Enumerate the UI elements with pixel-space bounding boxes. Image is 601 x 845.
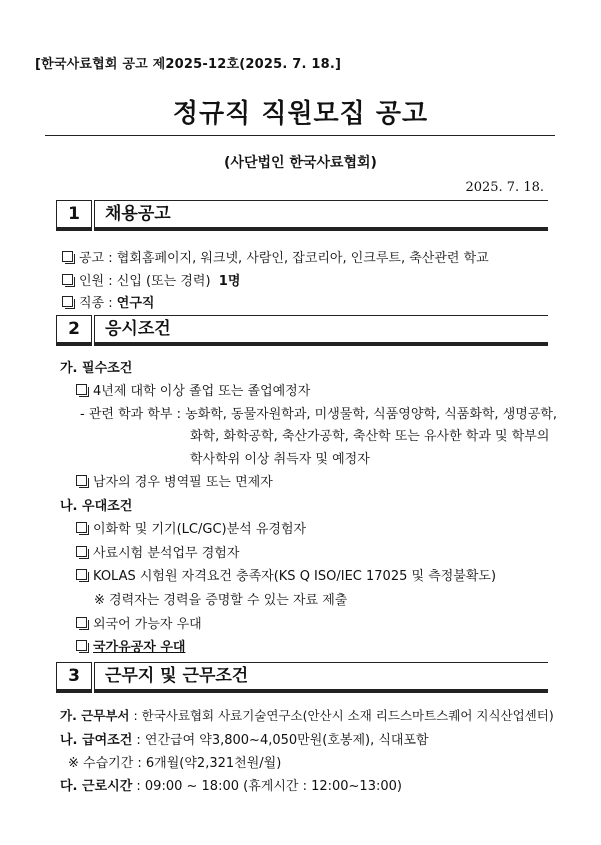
preferred-item: 사료시험 분석업무 경험자 bbox=[76, 542, 239, 561]
preferred-heading: 나. 우대조건 bbox=[60, 499, 133, 514]
section-shadow bbox=[94, 690, 548, 693]
notice-number: [한국사료협회 공고 제2025-12호(2025. 7. 18.] bbox=[35, 57, 342, 72]
section-title: 응시조건 bbox=[94, 315, 548, 343]
section-header-3 bbox=[56, 662, 548, 690]
section-title: 근무지 및 근무조건 bbox=[94, 662, 548, 690]
experience-note: ※ 경력자는 경력을 증명할 수 있는 자료 제출 bbox=[94, 593, 348, 608]
required-item: 남자의 경우 병역필 또는 면제자 bbox=[76, 471, 273, 490]
checkbox-bullet-icon bbox=[62, 251, 73, 262]
checkbox-bullet-icon bbox=[62, 296, 73, 307]
job-type-line: 직종 : 연구직 bbox=[62, 292, 154, 311]
preferred-item: 국가유공자 우대 bbox=[76, 636, 185, 655]
section-shadow bbox=[56, 343, 92, 346]
posting-line: 공고 : 협회홈페이지, 워크넷, 사람인, 잡코리아, 인크루트, 축산관련 학교 bbox=[62, 247, 489, 266]
checkbox-bullet-icon bbox=[76, 640, 87, 651]
working-hours-line: 다. 근로시간 : 09:00 ~ 18:00 (휴게시간 : 12:00~13:00) bbox=[60, 779, 402, 794]
checkbox-bullet-icon bbox=[76, 546, 87, 557]
probation-line: ※ 수습기간 : 6개월(약2,321천원/월) bbox=[68, 756, 282, 771]
required-heading: 가. 필수조건 bbox=[60, 361, 133, 376]
work-department-line: 가. 근무부서 : 한국사료협회 사료기술연구소(안산시 소재 리드스마트스퀘어 지식산업센터) bbox=[60, 708, 554, 723]
section-shadow bbox=[94, 343, 548, 346]
preferred-item: KOLAS 시험원 자격요건 충족자(KS Q ISO/IEC 17025 및 측정불확도) bbox=[76, 565, 496, 584]
department-line-3: 학사학위 이상 취득자 및 예정자 bbox=[190, 452, 370, 467]
organization-name: (사단법인 한국사료협회) bbox=[224, 155, 377, 171]
checkbox-bullet-icon bbox=[76, 617, 87, 628]
section-number: 3 bbox=[56, 662, 92, 690]
preferred-item: 이화학 및 기기(LC/GC)분석 유경험자 bbox=[76, 518, 306, 537]
department-line-2: 화학, 화학공학, 축산가공학, 축산학 또는 유사한 학과 및 학부의 bbox=[190, 429, 550, 444]
title-underline bbox=[45, 135, 555, 136]
checkbox-bullet-icon bbox=[76, 569, 87, 580]
headcount-line: 인원 : 신입 (또는 경력) 1명 bbox=[62, 270, 240, 289]
section-number: 2 bbox=[56, 315, 92, 343]
section-header-2 bbox=[56, 315, 548, 343]
department-line: - 관련 학과 학부 : 농화학, 동물자원학과, 미생물학, 식품영양학, 식품화학, 생명공학, bbox=[80, 407, 558, 422]
section-title: 채용공고 bbox=[94, 200, 548, 228]
checkbox-bullet-icon bbox=[62, 274, 73, 285]
section-number: 1 bbox=[56, 200, 92, 228]
section-shadow bbox=[56, 690, 92, 693]
section-shadow bbox=[56, 228, 92, 231]
checkbox-bullet-icon bbox=[76, 522, 87, 533]
preferred-item: 외국어 가능자 우대 bbox=[76, 613, 202, 632]
salary-line: 나. 급여조건 : 연간급여 약3,800~4,050만원(호봉제), 식대포함 bbox=[60, 733, 429, 748]
checkbox-bullet-icon bbox=[76, 384, 87, 395]
section-header-1 bbox=[56, 200, 548, 228]
required-item: 4년제 대학 이상 졸업 또는 졸업예정자 bbox=[76, 380, 310, 399]
checkbox-bullet-icon bbox=[76, 475, 87, 486]
announcement-date: 2025. 7. 18. bbox=[465, 180, 544, 195]
section-shadow bbox=[94, 228, 548, 231]
page-title: 정규직 직원모집 공고 bbox=[172, 99, 429, 129]
